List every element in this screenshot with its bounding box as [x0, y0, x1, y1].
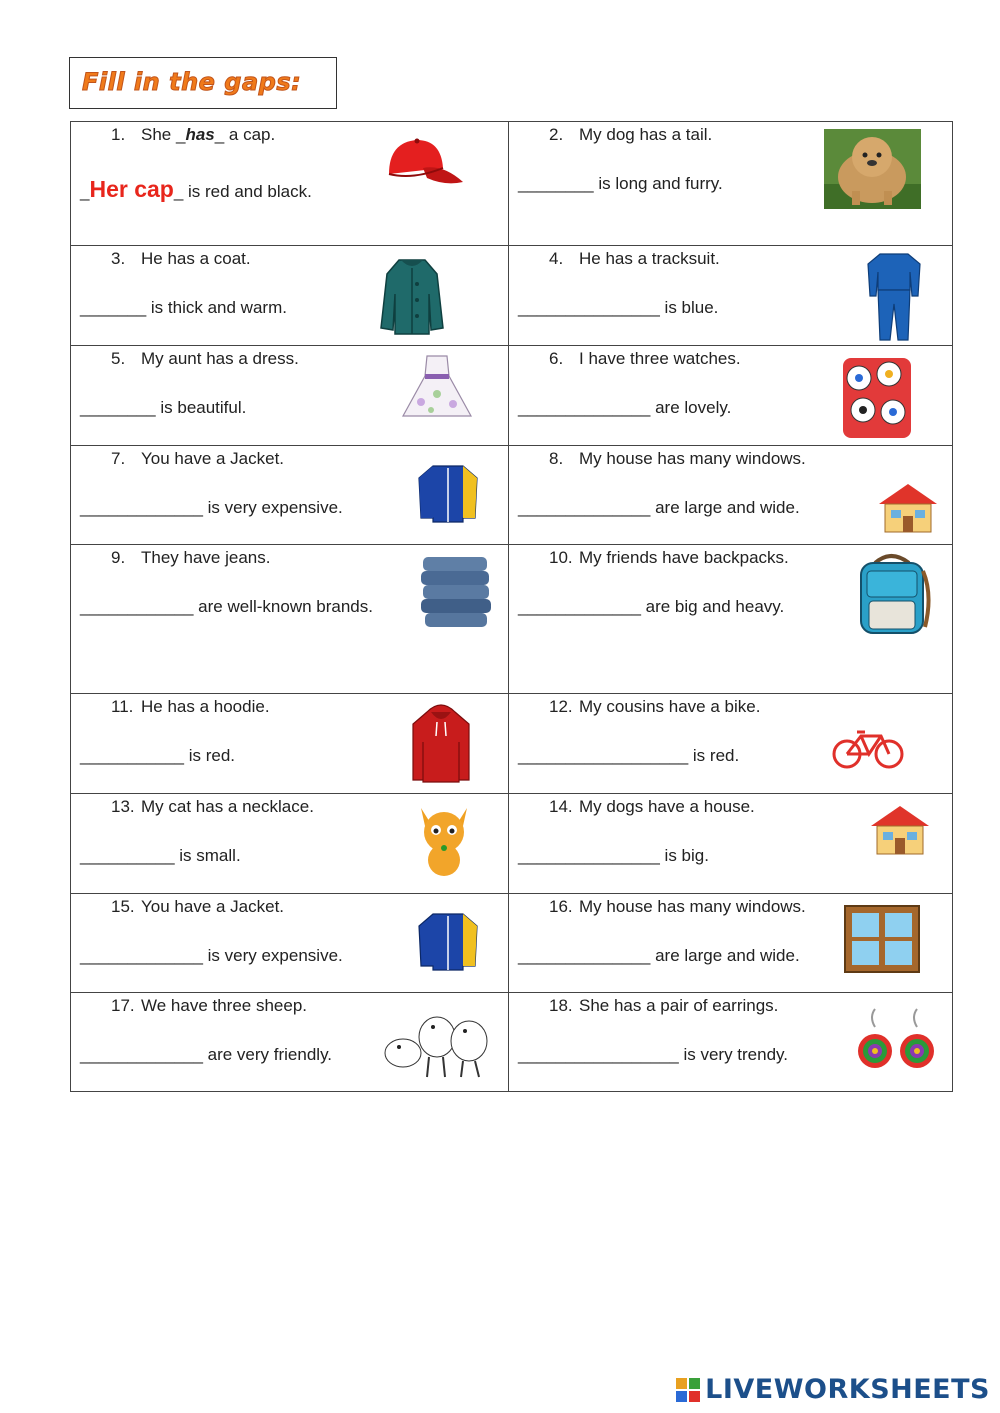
exercise-cell-14: [509, 794, 953, 894]
exercise-cell-12: [509, 694, 953, 794]
answer-line-2[interactable]: ________ is long and furry.: [518, 174, 723, 193]
jacket-icon: [417, 910, 479, 972]
question-11: 11. He has a hoodie.: [111, 697, 270, 716]
exercise-cell-3: [71, 246, 509, 346]
answer-line-9[interactable]: ____________ are well-known brands.: [80, 597, 373, 616]
question-18: 18. She has a pair of earrings.: [549, 996, 779, 1015]
answer-line-15[interactable]: _____________ is very expensive.: [80, 946, 343, 965]
title-box: [69, 57, 337, 109]
exercise-cell-18: [509, 993, 953, 1092]
exercise-cell-16: [509, 894, 953, 993]
question-12: 12. My cousins have a bike.: [549, 697, 761, 716]
answer-line-1: _Her cap_ is red and black.: [80, 176, 312, 202]
answer-line-11[interactable]: ___________ is red.: [80, 746, 236, 765]
question-2: 2. My dog has a tail.: [549, 125, 713, 144]
earrings-icon: [855, 1007, 939, 1073]
filled-answer[interactable]: Her cap: [89, 176, 174, 202]
exercise-cell-10: [509, 545, 953, 694]
question-13: 13. My cat has a necklace.: [111, 797, 314, 816]
question-7: 7. You have a Jacket.: [111, 449, 285, 468]
exercise-cell-17: [71, 993, 509, 1092]
jacket-icon: [417, 462, 479, 524]
question-10: 10. My friends have backpacks.: [549, 548, 789, 567]
cat-icon: [411, 802, 477, 880]
tracksuit-icon: [866, 250, 922, 342]
answer-line-13[interactable]: __________ is small.: [80, 846, 241, 865]
question-3: 3. He has a coat.: [111, 249, 251, 268]
dress-icon: [401, 354, 473, 420]
brand-name: LIVEWORKSHEETS: [705, 1374, 990, 1405]
answer-line-12[interactable]: __________________ is red.: [518, 746, 740, 765]
answer-line-18[interactable]: _________________ is very trendy.: [518, 1045, 788, 1064]
exercise-cell-11: [71, 694, 509, 794]
exercise-cell-5: [71, 346, 509, 446]
exercise-cell-7: [71, 446, 509, 545]
question-16: 16. My house has many windows.: [549, 897, 806, 916]
answer-line-17[interactable]: _____________ are very friendly.: [80, 1045, 333, 1064]
exercise-cell-9: [71, 545, 509, 694]
exercise-cell-15: [71, 894, 509, 993]
worksheet-title: Fill in the gaps:: [82, 68, 302, 96]
bike-icon: [831, 726, 905, 770]
exercise-cell-2: [509, 122, 953, 246]
answer-line-8[interactable]: ______________ are large and wide.: [518, 498, 800, 517]
watches-icon: [839, 356, 915, 440]
answer-line-14[interactable]: _______________ is big.: [518, 846, 709, 865]
question-1: 1. She _has_ a cap.: [111, 125, 276, 144]
question-8: 8. My house has many windows.: [549, 449, 806, 468]
question-9: 9. They have jeans.: [111, 548, 271, 567]
question-4: 4. He has a tracksuit.: [549, 249, 720, 268]
exercise-cell-8: [509, 446, 953, 545]
window-icon: [843, 904, 921, 974]
jeans-icon: [417, 551, 495, 631]
answer-line-3[interactable]: _______ is thick and warm.: [80, 298, 287, 317]
hoodie-icon: [409, 702, 473, 784]
backpack-icon: [851, 551, 933, 637]
question-5: 5. My aunt has a dress.: [111, 349, 299, 368]
exercise-cell-4: [509, 246, 953, 346]
question-14: 14. My dogs have a house.: [549, 797, 755, 816]
answer-line-6[interactable]: ______________ are lovely.: [518, 398, 732, 417]
question-6: 6. I have three watches.: [549, 349, 741, 368]
exercise-cell-13: [71, 794, 509, 894]
sheep-icon: [377, 1001, 497, 1081]
dog-house-icon: [869, 804, 931, 856]
answer-line-5[interactable]: ________ is beautiful.: [80, 398, 247, 417]
answer-line-7[interactable]: _____________ is very expensive.: [80, 498, 343, 517]
liveworksheets-logo: [675, 1374, 990, 1405]
cap-icon: [383, 134, 465, 190]
question-17: 17. We have three sheep.: [111, 996, 308, 1015]
logo-mark-icon: [675, 1377, 701, 1403]
house-icon: [877, 482, 939, 534]
coat-icon: [379, 254, 445, 336]
question-15: 15. You have a Jacket.: [111, 897, 285, 916]
answer-line-10[interactable]: _____________ are big and heavy.: [518, 597, 785, 616]
dog-icon: [824, 129, 921, 209]
exercise-cell-6: [509, 346, 953, 446]
exercise-cell-1: [71, 122, 509, 246]
answer-line-4[interactable]: _______________ is blue.: [518, 298, 719, 317]
exercise-table: [70, 121, 953, 1092]
answer-line-16[interactable]: ______________ are large and wide.: [518, 946, 800, 965]
